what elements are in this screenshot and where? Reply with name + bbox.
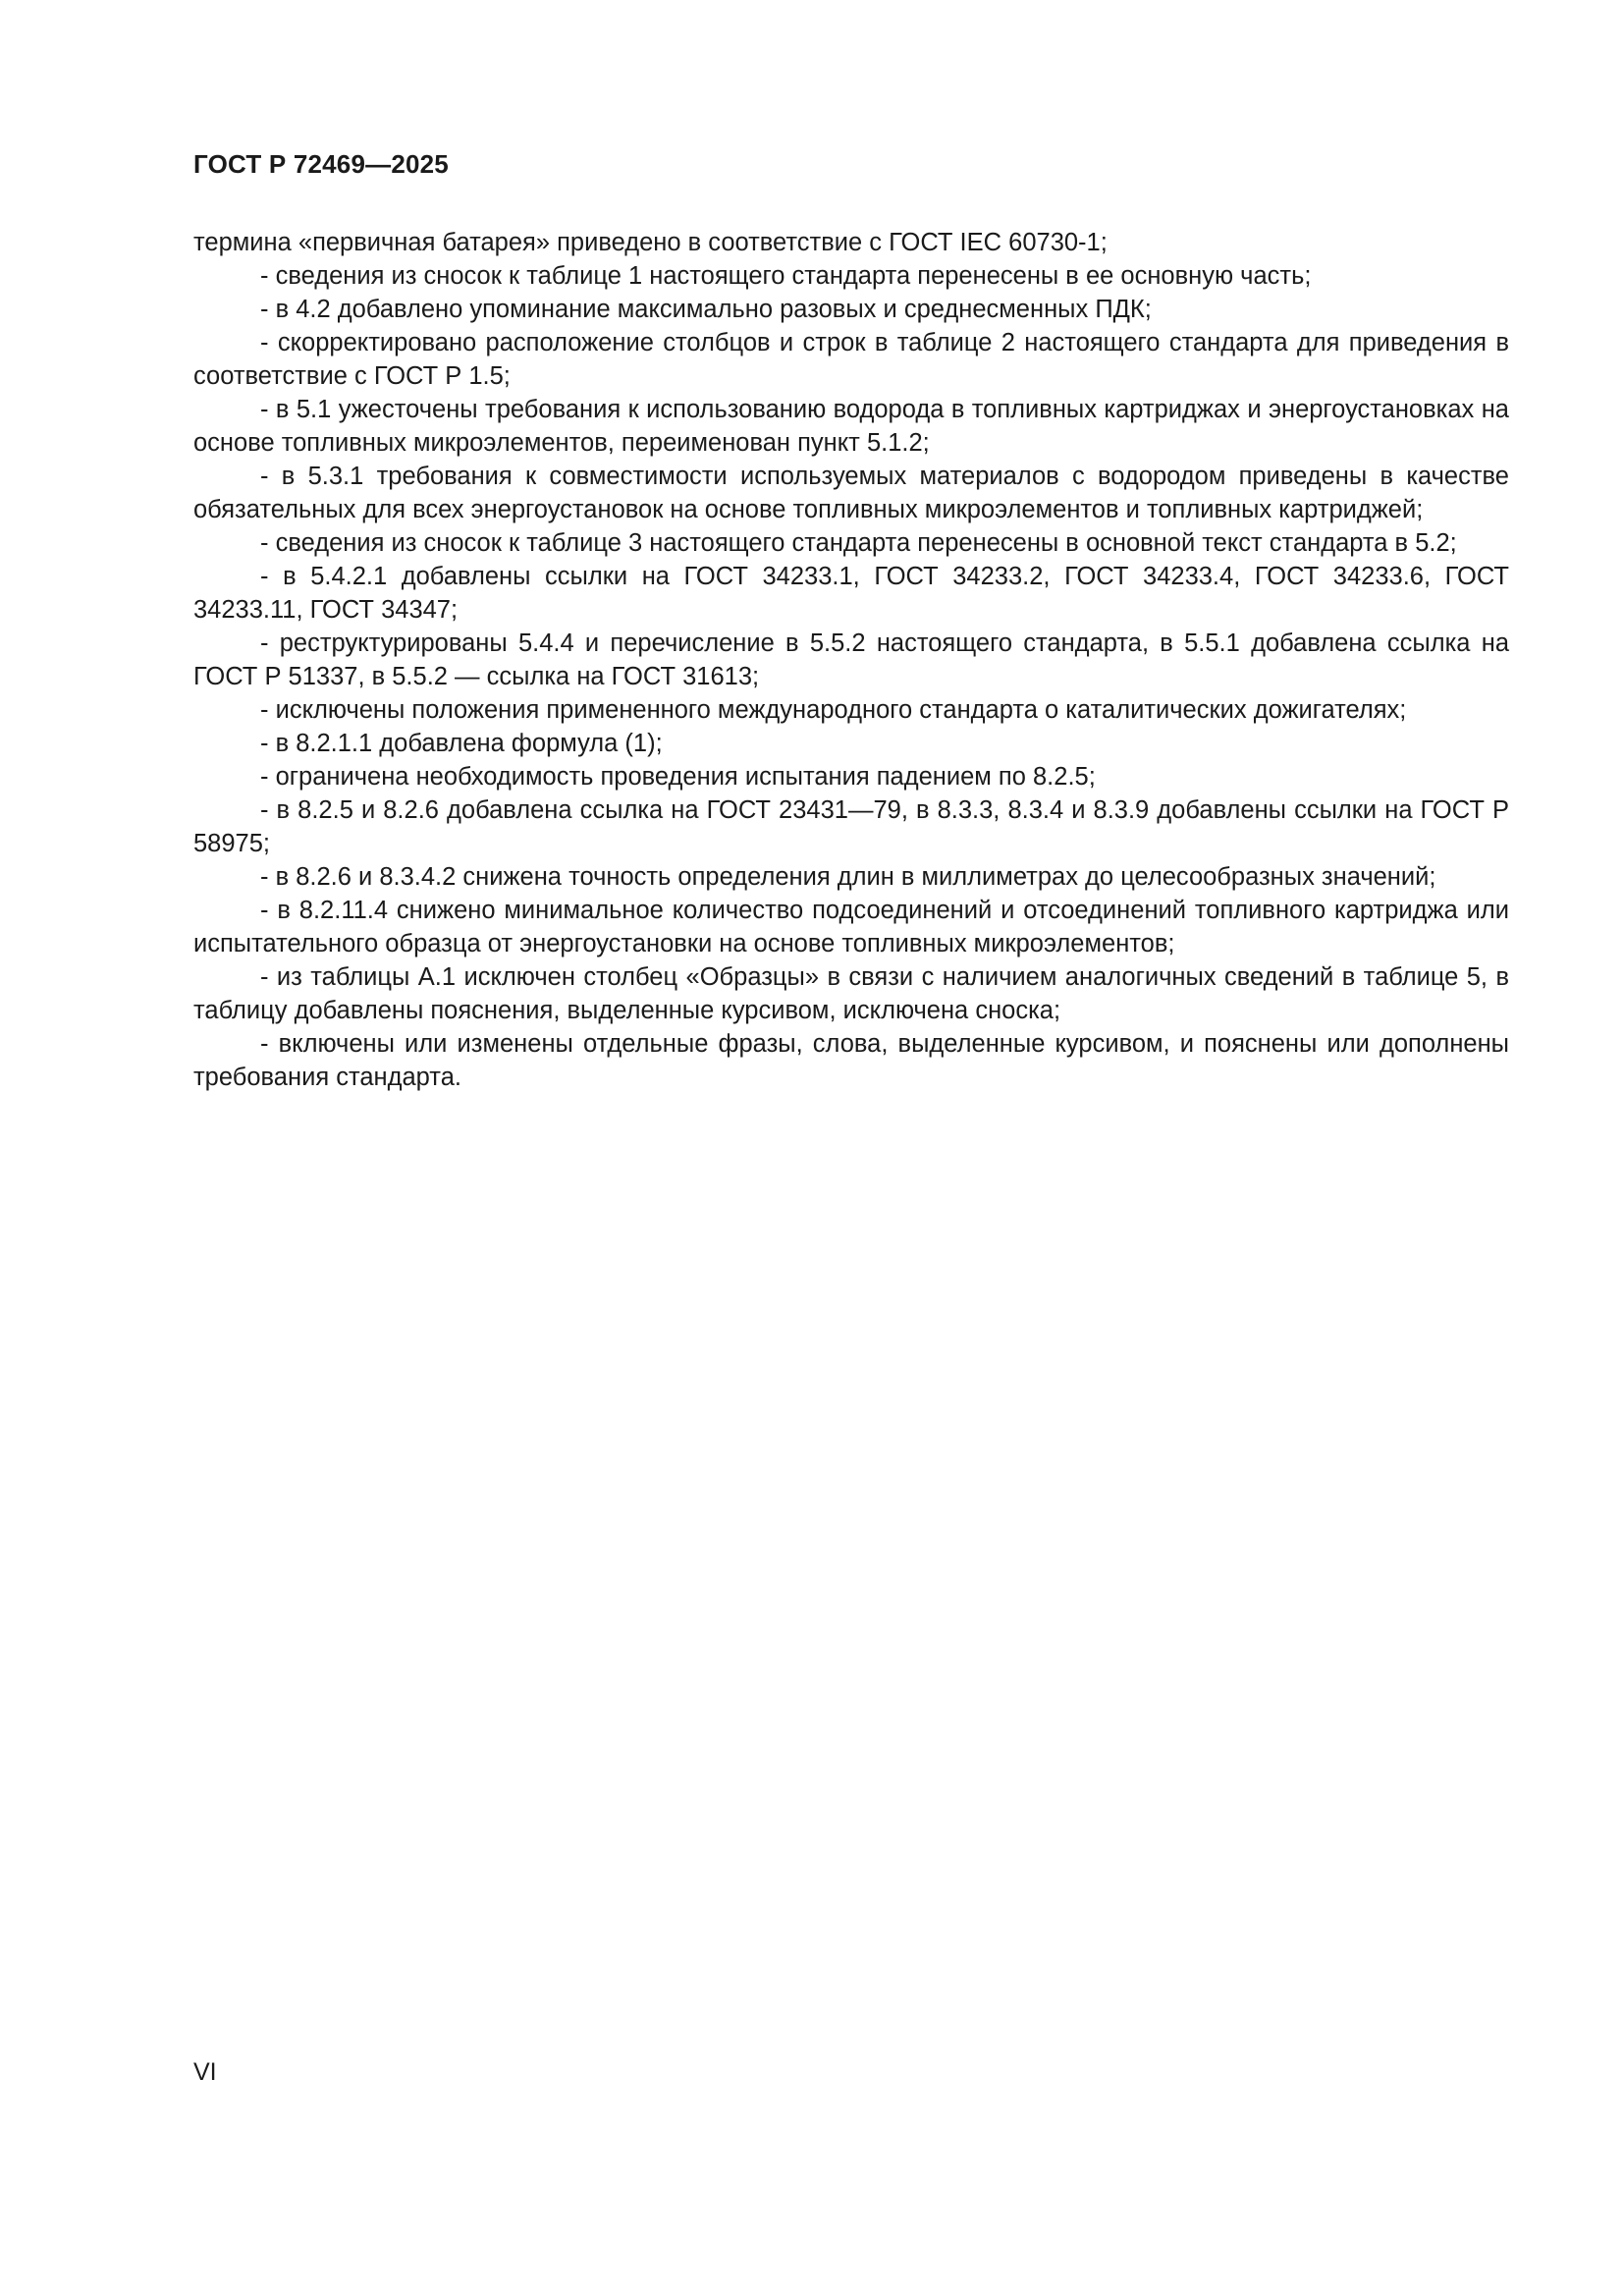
list-item: - в 8.2.5 и 8.2.6 добавлена ссылка на ГОСТ 23431—79, в 8.3.3, 8.3.4 и 8.3.9 добавлены ссылки на ГОСТ Р 58975; [193,796,1509,857]
list-item: - в 5.3.1 требования к совместимости используемых материалов с водородом приведены в качестве обязательных для всех энергоустановок на основе топливных микроэлементов и топливных картриджей; [193,463,1509,523]
body-text [193,226,1509,1094]
list-item: - в 5.1 ужесточены требования к использованию водорода в топливных картриджах и энергоустановках на основе топливных микроэлементов, переименован пункт 5.1.2; [193,396,1509,457]
list-item: - в 5.4.2.1 добавлены ссылки на ГОСТ 34233.1, ГОСТ 34233.2, ГОСТ 34233.4, ГОСТ 34233.6, ГОСТ 34233.11, ГОСТ 34347; [193,563,1509,624]
list-item: - реструктурированы 5.4.4 и перечисление в 5.5.2 настоящего стандарта, в 5.5.1 добавлена ссылка на ГОСТ Р 51337, в 5.5.2 — ссылка на ГОСТ 31613; [193,629,1509,690]
document-code-header: ГОСТ Р 72469—2025 [193,149,449,179]
list-item: - ограничена необходимость проведения испытания падением по 8.2.5; [260,763,1096,791]
list-item: - скорректировано расположение столбцов и строк в таблице 2 настоящего стандарта для приведения в соответствие с ГОСТ Р 1.5; [193,329,1509,390]
list-item: - исключены положения примененного международного стандарта о каталитических дожигателях; [260,696,1407,724]
paragraph-continuation: термина «первичная батарея» приведено в соответствие с ГОСТ IEC 60730-1; [193,229,1108,256]
page-number: VI [193,2058,217,2086]
list-item: - сведения из сносок к таблице 1 настоящего стандарта перенесены в ее основную часть; [260,262,1312,290]
list-item: - сведения из сносок к таблице 3 настоящего стандарта перенесены в основной текст стандарта в 5.2; [260,529,1457,557]
list-item: - в 8.2.11.4 снижено минимальное количество подсоединений и отсоединений топливного картриджа или испытательного образца от энергоустановки на основе топливных микроэлементов; [193,897,1509,957]
list-item: - в 8.2.6 и 8.3.4.2 снижена точность определения длин в миллиметрах до целесообразных значений; [260,863,1436,891]
list-item: - в 4.2 добавлено упоминание максимально разовых и среднесменных ПДК; [260,296,1152,323]
list-item: - включены или изменены отдельные фразы, слова, выделенные курсивом, и пояснены или дополнены требования стандарта. [193,1030,1509,1091]
list-item: - из таблицы А.1 исключен столбец «Образцы» в связи с наличием аналогичных сведений в таблице 5, в таблицу добавлены пояснения, выделенные курсивом, исключена сноска; [193,963,1509,1024]
list-item: - в 8.2.1.1 добавлена формула (1); [260,730,663,757]
